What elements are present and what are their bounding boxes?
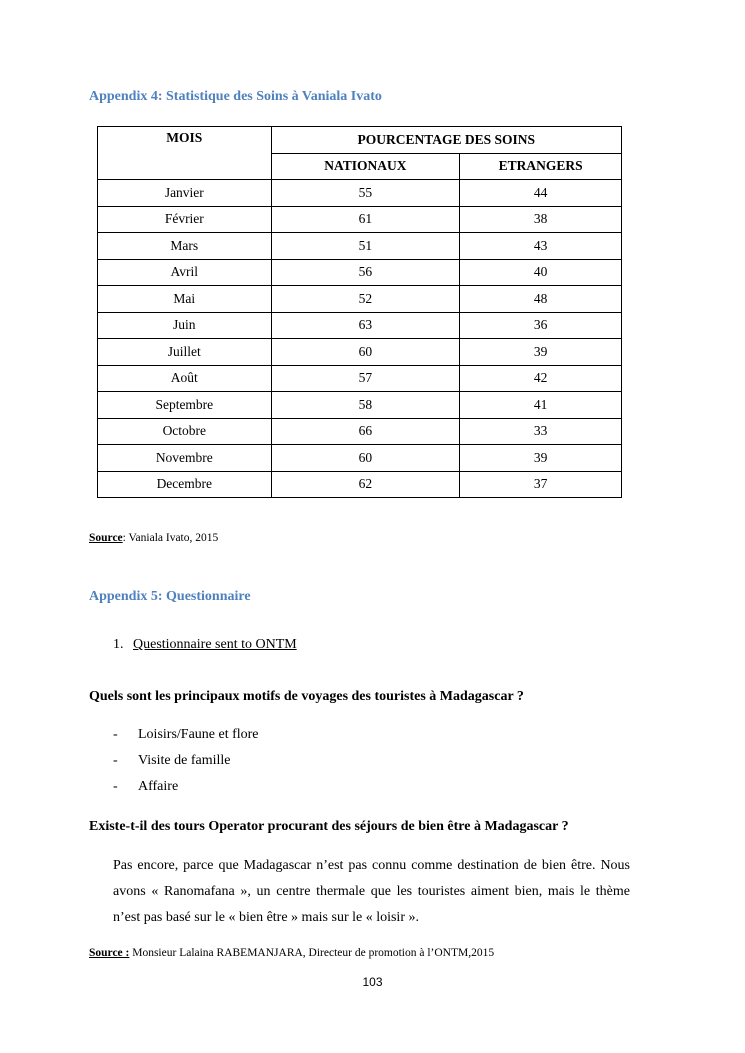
cell-mois: Decembre [98,471,272,498]
item-text: Questionnaire sent to ONTM [133,637,297,652]
cell-mois: Octobre [98,418,272,445]
cell-nationaux: 58 [271,392,460,419]
cell-nationaux: 60 [271,339,460,366]
header-mois: MOIS [98,127,272,180]
cell-nationaux: 63 [271,312,460,339]
table-row [98,445,622,472]
question-1: Quels sont les principaux motifs de voyages des touristes à Madagascar ? [89,689,524,704]
cell-etrangers: 44 [460,180,622,207]
cell-mois: Février [98,206,272,233]
cell-nationaux: 56 [271,259,460,286]
table-row [98,206,622,233]
table-row [98,339,622,366]
cell-mois: Avril [98,259,272,286]
header-nationaux: NATIONAUX [271,153,460,180]
cell-nationaux: 51 [271,233,460,260]
cell-etrangers: 40 [460,259,622,286]
cell-etrangers: 36 [460,312,622,339]
appendix-5-title: Appendix 5: Questionnaire [89,589,251,604]
appendix-4-title: Appendix 4: Statistique des Soins à Vaniala Ivato [89,89,382,104]
source-label: Source [89,532,123,544]
cell-nationaux: 62 [271,471,460,498]
cell-etrangers: 37 [460,471,622,498]
table-row [98,286,622,313]
cell-nationaux: 60 [271,445,460,472]
care-statistics-table [97,126,622,498]
answer-2-paragraph: Pas encore, parce que Madagascar n’est pas connu comme destination de bien être. Nous avons « Ranomafana », un centre thermale que les touristes aiment bien, mais le thème n’est pas basé sur le « bien être » mais sur le « loisir ». [113,858,630,925]
page-number: 103 [362,975,383,989]
table-row [98,180,622,207]
cell-etrangers: 41 [460,392,622,419]
cell-etrangers: 33 [460,418,622,445]
cell-etrangers: 39 [460,445,622,472]
list-item: - Affaire [113,779,179,794]
list-item: - Loisirs/Faune et flore [113,727,259,742]
header-etrangers: ETRANGERS [460,153,622,180]
cell-mois: Août [98,365,272,392]
cell-etrangers: 48 [460,286,622,313]
table-row [98,259,622,286]
cell-nationaux: 57 [271,365,460,392]
question-2: Existe-t-il des tours Operator procurant des séjours de bien être à Madagascar ? [89,819,569,834]
cell-mois: Juillet [98,339,272,366]
list-item: - Visite de famille [113,753,231,768]
table-row [98,233,622,260]
cell-nationaux: 52 [271,286,460,313]
cell-etrangers: 43 [460,233,622,260]
table-row [98,392,622,419]
cell-etrangers: 38 [460,206,622,233]
answer-1-list [113,727,259,805]
cell-mois: Mai [98,286,272,313]
source-label: Source : [89,947,130,959]
table-row [98,471,622,498]
table-row [98,312,622,339]
cell-mois: Novembre [98,445,272,472]
cell-mois: Mars [98,233,272,260]
source-note-appendix-4 [89,532,218,544]
item-number: 1. [113,637,124,652]
numbered-item [113,637,297,653]
cell-etrangers: 39 [460,339,622,366]
cell-nationaux: 66 [271,418,460,445]
cell-mois: Janvier [98,180,272,207]
cell-etrangers: 42 [460,365,622,392]
source-text: : Vaniala Ivato, 2015 [122,532,219,544]
cell-mois: Juin [98,312,272,339]
cell-nationaux: 61 [271,206,460,233]
cell-nationaux: 55 [271,180,460,207]
source-note-appendix-5 [89,947,494,959]
cell-mois: Septembre [98,392,272,419]
source-text: Monsieur Lalaina RABEMANJARA, Directeur de promotion à l’ONTM,2015 [129,947,495,959]
table-row [98,365,622,392]
table-row [98,418,622,445]
header-pourcentage: POURCENTAGE DES SOINS [271,127,621,154]
